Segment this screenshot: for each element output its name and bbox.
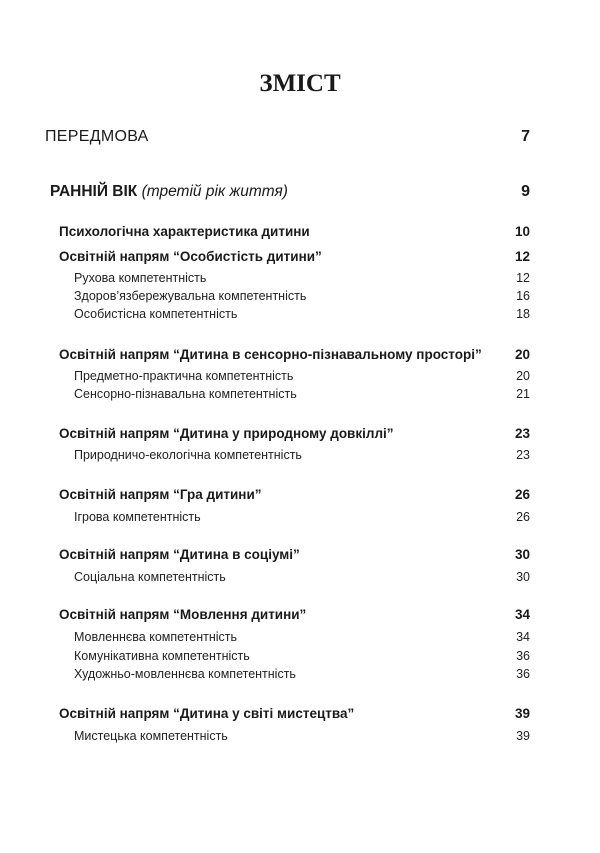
toc-section-nature[interactable] <box>0 426 600 448</box>
toc-page-number: 34 <box>516 630 530 644</box>
toc-section-play[interactable] <box>0 487 600 509</box>
toc-page-number: 34 <box>514 607 530 622</box>
toc-subentry-label: Мовленнєва компетентність <box>74 630 238 644</box>
toc-page-number: 30 <box>516 570 530 584</box>
toc-subentry-label: Особистісна компетентність <box>74 307 238 321</box>
toc-subentry[interactable] <box>0 448 600 470</box>
age-section-note: (третій рік життя) <box>141 183 288 200</box>
toc-section-label: Освітній напрям “Дитина в сенсорно-пізнавальному просторі” <box>59 347 482 362</box>
toc-page-number: 30 <box>514 547 530 562</box>
toc-subentry-label: Художньо-мовленнєва компетентність <box>74 667 296 681</box>
toc-page-number: 36 <box>516 667 530 681</box>
toc-page-number: 26 <box>514 487 530 502</box>
toc-page-number: 39 <box>516 729 530 743</box>
toc-page-number: 12 <box>516 271 530 285</box>
toc-subentry-label: Природничо-екологічна компетентність <box>74 448 302 462</box>
toc-page-number: 12 <box>514 249 530 264</box>
toc-section-society[interactable] <box>0 547 600 569</box>
toc-subentry-label: Здоров’язбережувальна компетентність <box>74 289 307 303</box>
page-title: ЗМІСТ <box>259 70 341 97</box>
age-section-title: РАННІЙ ВІК <box>50 183 138 200</box>
toc-subentry-label: Рухова компетентність <box>74 271 207 285</box>
toc-page-number: 39 <box>514 706 530 721</box>
toc-entry-psychological-characteristics[interactable] <box>0 224 600 246</box>
toc-section-label: Освітній напрям “Гра дитини” <box>59 487 262 502</box>
toc-entry-label: ПЕРЕДМОВА <box>45 128 149 145</box>
toc-page-number: 9 <box>521 183 530 200</box>
toc-subentry[interactable] <box>0 307 600 329</box>
toc-subentry-label: Предметно-практична компетентність <box>74 369 294 383</box>
toc-subentry-label: Сенсорно-пізнавальна компетентність <box>74 387 297 401</box>
toc-subentry[interactable] <box>0 570 600 592</box>
toc-entry-label: Психологічна характеристика дитини <box>59 224 310 239</box>
toc-subentry[interactable] <box>0 510 600 532</box>
toc-section-label: Освітній напрям “Дитина в соціумі” <box>59 547 300 562</box>
toc-section-sensory[interactable] <box>0 347 600 369</box>
toc-page-number: 7 <box>521 128 530 145</box>
toc-entry-preface[interactable] <box>0 128 600 150</box>
toc-entry-label <box>50 183 288 201</box>
toc-page-number: 10 <box>514 224 530 239</box>
toc-page-number: 21 <box>516 387 530 401</box>
toc-section-label: Освітній напрям “Особистість дитини” <box>59 249 322 264</box>
toc-subentry[interactable] <box>0 729 600 751</box>
toc-section-label: Освітній напрям “Мовлення дитини” <box>59 607 307 622</box>
toc-subentry-label: Соціальна компетентність <box>74 570 226 584</box>
toc-subentry[interactable] <box>0 387 600 409</box>
toc-subentry-label: Комунікативна компетентність <box>74 649 250 663</box>
toc-page-number: 20 <box>516 369 530 383</box>
toc-page-number: 16 <box>516 289 530 303</box>
toc-section-label: Освітній напрям “Дитина у природному довкіллі” <box>59 426 394 441</box>
toc-section-label: Освітній напрям “Дитина у світі мистецтва” <box>59 706 355 721</box>
toc-page-number: 36 <box>516 649 530 663</box>
toc-page-number: 23 <box>516 448 530 462</box>
toc-subentry-label: Ігрова компетентність <box>74 510 201 524</box>
toc-page-number: 26 <box>516 510 530 524</box>
toc-page-number: 20 <box>514 347 530 362</box>
toc-subentry[interactable] <box>0 667 600 689</box>
toc-page-number: 18 <box>516 307 530 321</box>
toc-section-personality[interactable] <box>0 249 600 271</box>
toc-entry-early-age[interactable] <box>0 183 600 205</box>
toc-section-speech[interactable] <box>0 607 600 629</box>
toc-section-art[interactable] <box>0 706 600 728</box>
toc-page-number: 23 <box>514 426 530 441</box>
toc-subentry-label: Мистецька компетентність <box>74 729 228 743</box>
